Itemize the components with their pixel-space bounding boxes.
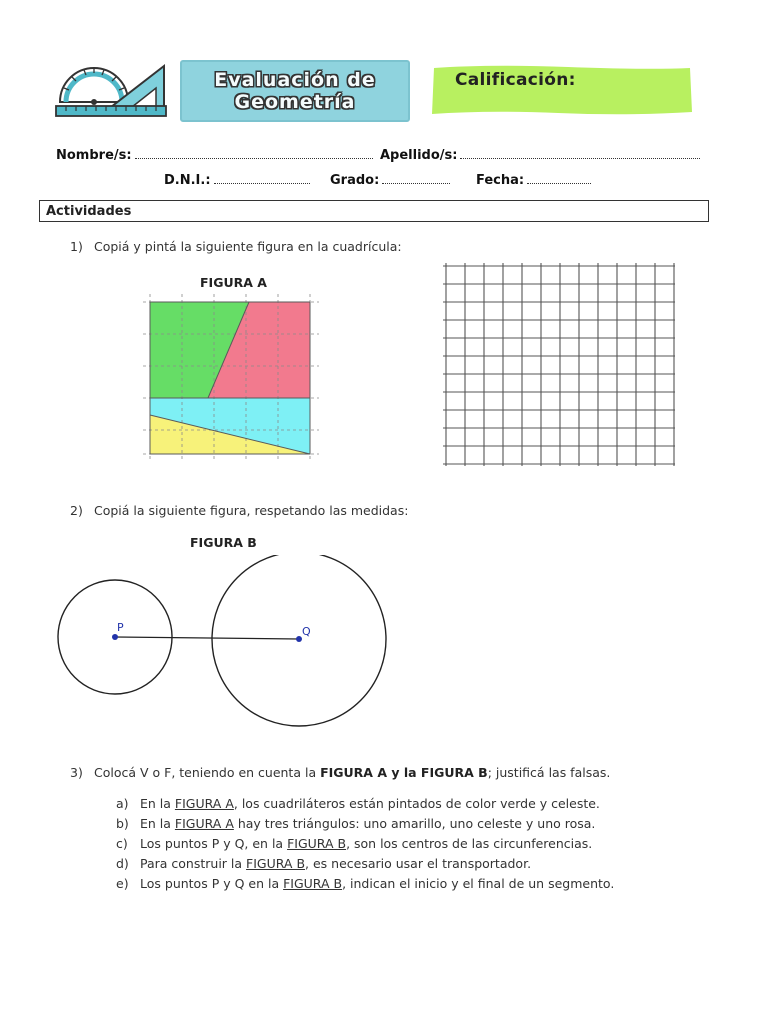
question-3-number: 3): [70, 765, 83, 780]
statement-figure-ref: FIGURA A: [174, 816, 234, 831]
grade-level-label: Grado:: [330, 173, 380, 188]
statement-text: Los puntos P y Q en la: [140, 876, 284, 891]
date-label: Fecha:: [476, 173, 525, 188]
segment-pq: [115, 637, 299, 639]
title-line-1: Evaluación de: [214, 69, 376, 91]
title-banner: [180, 60, 410, 122]
statement-letter: e): [116, 876, 129, 891]
question-3-text-bold: FIGURA A y la FIGURA B: [320, 765, 488, 780]
point-p-label: P: [117, 621, 124, 634]
statement-text: hay tres triángulos: uno amarillo, uno celeste y uno rosa.: [233, 816, 596, 831]
dni-field[interactable]: [164, 173, 310, 188]
question-3-text-pre: Colocá V o F, teniendo en cuenta la: [94, 765, 321, 780]
statement-letter: a): [116, 796, 129, 811]
statement-figure-ref: FIGURA B: [283, 876, 343, 891]
figure-b: [50, 555, 396, 730]
question-2-number: 2): [70, 503, 83, 518]
point-p-dot: [112, 634, 118, 640]
statement-figure-ref: FIGURA B: [246, 856, 306, 871]
statement-b: [116, 816, 595, 831]
activities-box: [39, 200, 709, 222]
grade-label: Calificación:: [455, 70, 576, 90]
statement-text: En la: [140, 816, 175, 831]
name-label: Nombre/s:: [56, 148, 132, 163]
statement-letter: d): [116, 856, 129, 871]
name-field[interactable]: [56, 148, 373, 163]
figure-a-title: FIGURA A: [200, 275, 267, 290]
statement-e: [116, 876, 614, 891]
grade-level-field[interactable]: [330, 173, 450, 188]
question-1-number: 1): [70, 239, 83, 254]
statement-text: , los cuadriláteros están pintados de color verde y celeste.: [233, 796, 600, 811]
statement-letter: b): [116, 816, 129, 831]
question-1-text: Copiá y pintá la siguiente figura en la cuadrícula:: [94, 239, 402, 254]
statement-figure-ref: FIGURA B: [287, 836, 347, 851]
point-q-label: Q: [302, 625, 311, 638]
surname-field[interactable]: [380, 148, 700, 163]
title-line-2: Geometría: [234, 91, 356, 113]
statement-text: En la: [140, 796, 175, 811]
ruler-protractor-logo: [52, 58, 170, 120]
date-field[interactable]: [476, 173, 591, 188]
statement-a: [116, 796, 600, 811]
surname-label: Apellido/s:: [380, 148, 458, 163]
statement-letter: c): [116, 836, 128, 851]
question-3-text-post: ; justificá las falsas.: [487, 765, 611, 780]
answer-grid[interactable]: [440, 262, 676, 468]
statement-figure-ref: FIGURA A: [174, 796, 234, 811]
statement-text: , indican el inicio y el final de un segmento.: [342, 876, 615, 891]
statement-d: [116, 856, 531, 871]
activities-heading: Actividades: [46, 204, 132, 219]
statement-c: [116, 836, 592, 851]
figure-a: [143, 294, 319, 460]
question-3: [70, 765, 610, 780]
statement-text: , son los centros de las circunferencias.: [346, 836, 593, 851]
figure-b-title: FIGURA B: [190, 535, 257, 550]
dni-label: D.N.I.:: [164, 173, 211, 188]
statement-text: Los puntos P y Q, en la: [140, 836, 288, 851]
question-2-text: Copiá la siguiente figura, respetando las medidas:: [94, 503, 409, 518]
statement-text: Para construir la: [140, 856, 247, 871]
question-2: [70, 503, 408, 518]
question-1: [70, 239, 402, 254]
statement-text: , es necesario usar el transportador.: [305, 856, 532, 871]
